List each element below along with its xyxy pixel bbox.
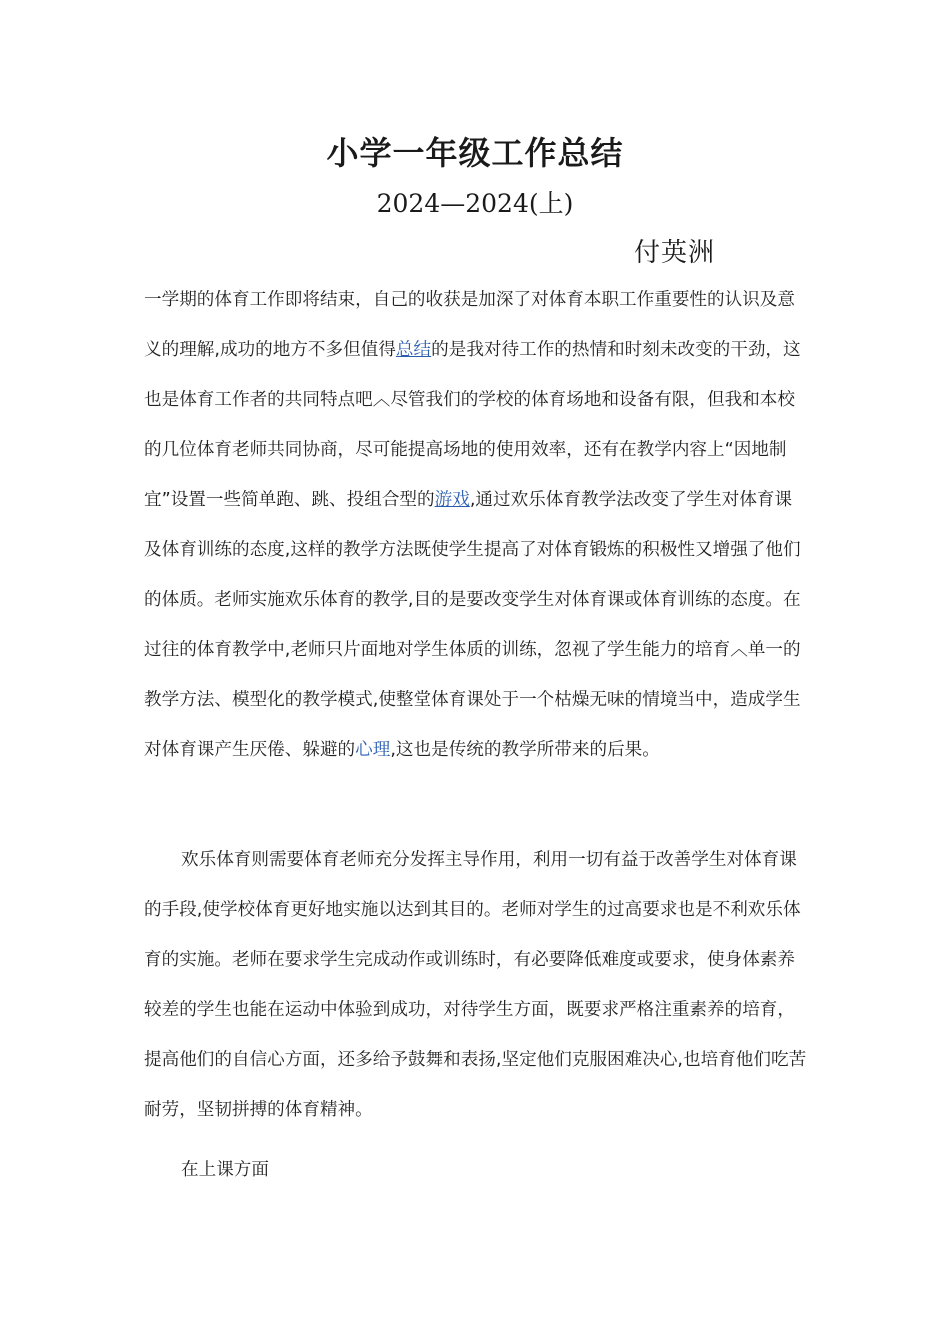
paragraph-1-text-b: 的是我对待工作的热情和时刻未改变的干劲，这也是体育工作者的共同特点吧︿尽管我们的学校的体育场地和设备有限，但我和本校的几位体育老师共同协商，尽可能提高场地的使用效率，还有在教学内容上“因地制宜”设置一些简单跑、跳、投组合型的	[144, 340, 801, 510]
paragraph-3: 在上课方面	[181, 1160, 269, 1180]
paragraph-1-text-a: 一学期的体育工作即将结束，自己的收获是加深了对体育本职工作重要性的认识及意义的理解,成功的地方不多但值得	[144, 290, 795, 360]
paragraph-1-text-c: ,通过欢乐体育教学法改变了学生对体育课及体育训练的态度,这样的教学方法既使学生提高了对体育锻炼的积极性又增强了他们的体质。老师实施欢乐体育的教学,目的是要改变学生对体育课或体育训练的态度。在过往的体育教学中,老师只片面地对学生体质的训练，忽视了学生能力的培育︿单一的教学方法、模型化的教学模式,使整堂体育课处于一个枯燥无味的情境当中，造成学生对体育课产生厌倦、躲避的	[144, 490, 801, 760]
link-games[interactable]: 游戏	[434, 490, 470, 510]
document-author: 付英洲	[634, 238, 716, 268]
paragraph-1	[144, 275, 808, 775]
link-psychology[interactable]: 心理	[355, 740, 391, 760]
paragraph-2: 欢乐体育则需要体育老师充分发挥主导作用，利用一切有益于改善学生对体育课的手段,使学校体育更好地实施以达到其目的。老师对学生的过高要求也是不利欢乐体育的实施。老师在要求学生完成动作或训练时，有必要降低难度或要求，使身体素养较差的学生也能在运动中体验到成功，对待学生方面，既要求严格注重素养的培育，提高他们的自信心方面，还多给予鼓舞和表扬,坚定他们克服困难决心,也培育他们吃苦耐劳，坚韧拼搏的体育精神。	[144, 850, 807, 1120]
document-title: 小学一年级工作总结	[326, 134, 624, 172]
document-subtitle: 2024—2024(上)	[376, 189, 574, 218]
paragraph-1-text-d: ,这也是传统的教学所带来的后果。	[390, 740, 660, 760]
link-summary[interactable]: 总结	[395, 340, 432, 360]
